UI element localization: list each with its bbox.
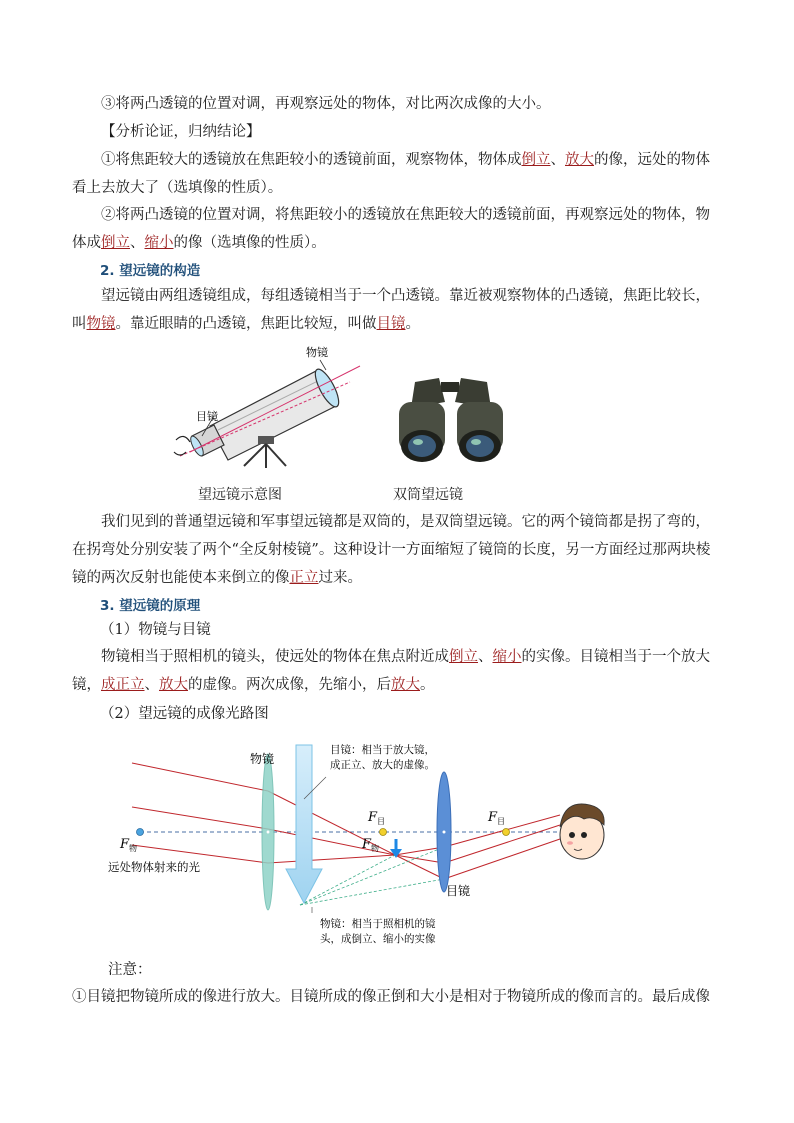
- conclusion-2: [72, 201, 722, 257]
- principle-text-d: 。: [420, 677, 435, 693]
- refracted-ray: [395, 847, 444, 855]
- step-3-text: ③将两凸透镜的位置对调，再观察远处的物体，对比两次成像的大小。: [101, 96, 551, 112]
- conclusion-2-text-b: 的像（选填像的性质）。: [173, 235, 326, 251]
- incoming-ray: [132, 763, 268, 791]
- focal-point-eyepiece: [380, 829, 387, 836]
- answer-blank: 成正立: [101, 677, 145, 693]
- answer-blank: 放大: [565, 152, 594, 168]
- separator: 、: [478, 649, 493, 665]
- telescope-structure-text: [72, 282, 722, 338]
- diagram-label-eyepiece: 目镜: [446, 884, 471, 898]
- note-eyepiece-line2: 成正立、放大的虚像。: [330, 759, 435, 771]
- telescope-illustration: [170, 340, 370, 470]
- separator: 、: [144, 677, 159, 693]
- answer-blank: 缩小: [492, 649, 522, 665]
- binocular-text-b: 过来。: [318, 570, 362, 586]
- lens-glass: [408, 435, 436, 457]
- structure-text-b: 。靠近眼睛的凸透镜，焦距比较短，叫做: [115, 316, 377, 332]
- observer-face: [560, 804, 604, 859]
- conclusion-2-text-a: ②将两凸透镜的位置对调，将焦距较小的透镜放在焦距较大的透镜前面，再观察远处的物体，物体成: [72, 207, 710, 251]
- answer-blank: 倒立: [449, 649, 478, 665]
- subheading-1: （1）物镜与目镜: [100, 622, 211, 638]
- answer-blank: 倒立: [101, 235, 130, 251]
- answer-blank: 放大: [391, 677, 420, 693]
- focal-label-eyepiece: $F_目$: [368, 810, 386, 826]
- principle-text-b: 的实像。目镜相当于一个放大镜，: [72, 649, 710, 693]
- subheading-2: （2）望远镜的成像光路图: [100, 706, 269, 722]
- separator: 、: [130, 235, 145, 251]
- tripod-head: [258, 436, 274, 444]
- leader-line: [320, 360, 326, 370]
- binocular-text: [72, 508, 722, 592]
- answer-blank: 缩小: [144, 235, 174, 251]
- caption-binoculars: 双筒望远镜: [393, 487, 463, 503]
- conclusion-1: [72, 146, 722, 202]
- label-far-light: 远处物体射来的光: [108, 860, 200, 874]
- focal-point-objective-far: [137, 829, 144, 836]
- focal-point-eyepiece-right: [503, 829, 510, 836]
- note-objective-line2: 头，成倒立、缩小的实像: [320, 933, 436, 945]
- analysis-heading: 【分析论证，归纳结论】: [101, 124, 261, 140]
- eye-sketch: [174, 436, 190, 455]
- focal-label-objective: $F_物$: [362, 837, 380, 853]
- conclusion-1-text-b: 的像，远处的物体看上去放大了（选填像的性质）。: [72, 152, 710, 196]
- virtual-image-arrow: [286, 745, 322, 903]
- lens-glint: [471, 439, 481, 445]
- lens-center: [267, 831, 270, 834]
- structure-text-a: 望远镜由两组透镜组成，每组透镜相当于一个凸透镜。靠近被观察物体的凸透镜，焦距比较长，叫: [72, 288, 710, 332]
- lens-center: [443, 831, 446, 834]
- section-3-heading: 3. 望远镜的原理: [100, 598, 201, 614]
- lens-glint: [413, 439, 423, 445]
- diagram-label-objective: 物镜: [250, 752, 275, 766]
- construction-line: [300, 847, 444, 905]
- focal-label-objective-far: $F_物$: [120, 837, 138, 853]
- answer-blank: 目镜: [376, 316, 406, 332]
- construction-line: [300, 879, 444, 905]
- caption-telescope: 望远镜示意图: [198, 487, 282, 503]
- lens-glass: [466, 435, 494, 457]
- ray-line: [190, 366, 360, 452]
- label-eyepiece: 目镜: [196, 410, 218, 423]
- note-objective-line1: 物镜：相当于照相机的镜: [320, 918, 436, 930]
- section-2-heading: 2. 望远镜的构造: [100, 263, 201, 279]
- binoculars-image: [395, 372, 507, 470]
- principle-text-a: 物镜相当于照相机的镜头，使远处的物体在焦点附近成: [101, 649, 449, 665]
- answer-blank: 放大: [159, 677, 188, 693]
- ray-diagram: [100, 735, 610, 950]
- refracted-ray: [268, 855, 395, 863]
- incoming-ray: [132, 807, 268, 829]
- note-heading: 注意：: [108, 962, 152, 978]
- objective-eyepiece-text: [72, 643, 722, 699]
- note-1: ①目镜把物镜所成的像进行放大。目镜所成的像正倒和大小是相对于物镜所成的像而言的。最后成像: [72, 989, 710, 1005]
- emerging-ray: [444, 839, 560, 879]
- tripod-leg: [266, 444, 286, 466]
- answer-blank: 正立: [289, 570, 319, 586]
- binocular-hinge: [441, 382, 459, 392]
- focal-label-eyepiece-right: $F_目$: [488, 810, 506, 826]
- binocular-text-a: 我们见到的普通望远镜和军事望远镜都是双筒的，是双筒望远镜。它的两个镜筒都是拐了弯的，在拐弯处分别安装了两个“全反射棱镜”。这种设计一方面缩短了镜筒的长度，另一方面经过那两块棱镜的两次反射也能使本来倒立的像: [72, 514, 711, 586]
- answer-blank: 物镜: [86, 316, 116, 332]
- separator: 、: [550, 152, 565, 168]
- principle-text-c: 的虚像。两次成像，先缩小，后: [188, 677, 391, 693]
- conclusion-1-text-a: ①将焦距较大的透镜放在焦距较小的透镜前面，观察物体，物体成: [101, 152, 522, 168]
- structure-text-c: 。: [405, 316, 420, 332]
- note-eyepiece-line1: 目镜：相当于放大镜，: [330, 744, 435, 756]
- answer-blank: 倒立: [521, 152, 551, 168]
- label-objective: 物镜: [306, 346, 328, 359]
